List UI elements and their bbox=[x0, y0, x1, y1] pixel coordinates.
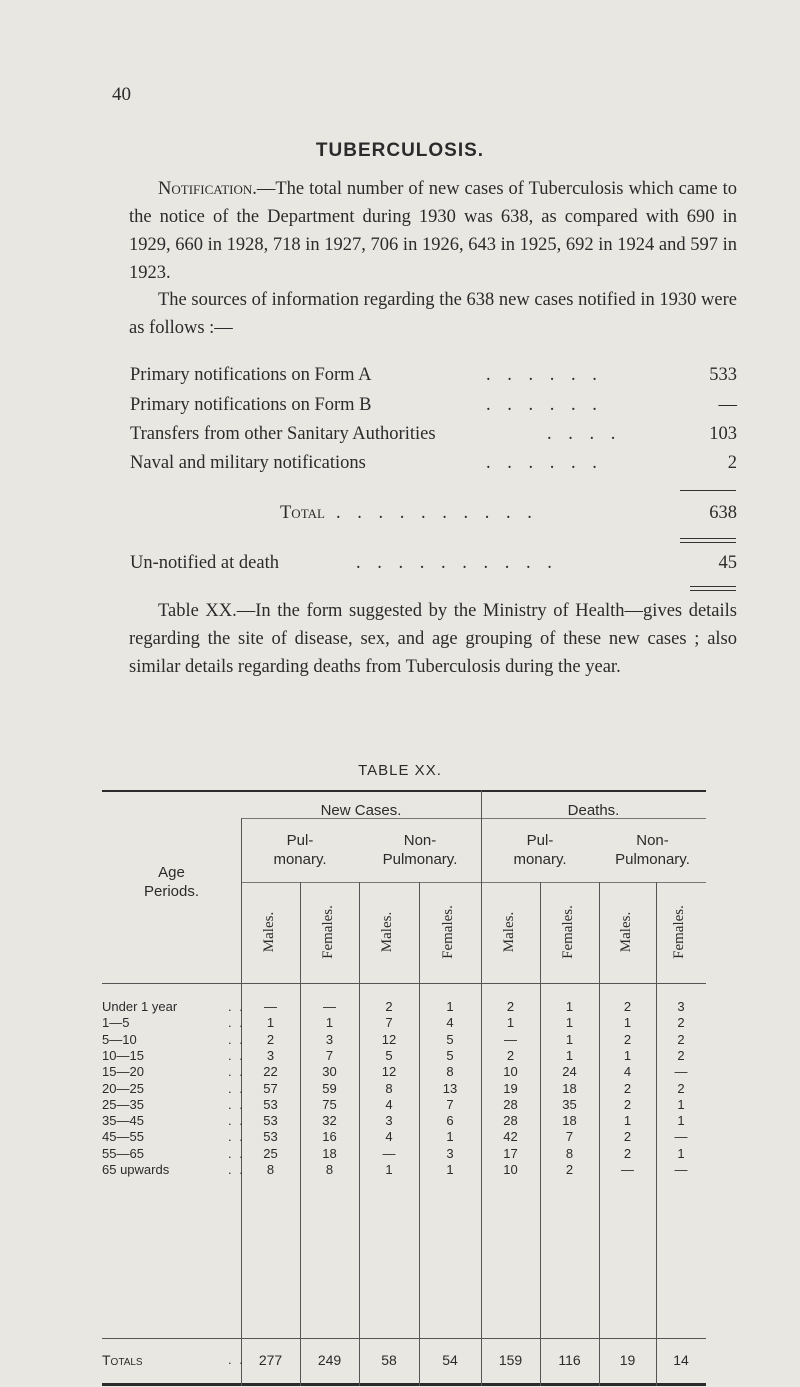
sub-header-line: Pul- bbox=[526, 832, 554, 849]
header-bottom-rule bbox=[102, 983, 706, 984]
table-cell: — bbox=[382, 1145, 396, 1161]
table-cell: 59 bbox=[322, 1080, 337, 1096]
table-cell: 2 bbox=[677, 1015, 685, 1031]
table-cell: 7 bbox=[385, 1015, 393, 1031]
table-cell: 1 bbox=[446, 999, 454, 1014]
table-cell: 32 bbox=[322, 1113, 337, 1129]
table-cell: 2 bbox=[623, 1129, 632, 1145]
table-cell: 2 bbox=[623, 1080, 632, 1096]
sub-header-line: Non- bbox=[636, 832, 669, 849]
table-cell: — bbox=[323, 999, 336, 1014]
table-bottom-rule bbox=[102, 1383, 706, 1386]
subgroup-rule bbox=[241, 882, 706, 883]
table-cell: 7 bbox=[325, 1047, 334, 1063]
table-cell: 3 bbox=[385, 1113, 393, 1129]
table-cell: 4 bbox=[623, 1064, 632, 1080]
table-cell: 4 bbox=[385, 1096, 393, 1112]
unnotified-double-rule-bottom bbox=[690, 590, 736, 591]
source-label: Primary notifications on Form B bbox=[130, 395, 372, 415]
table-cell: 53 bbox=[263, 1113, 278, 1129]
age-dots: . . bbox=[228, 1015, 245, 1031]
age-header-line2: Periods. bbox=[143, 883, 200, 900]
table-cell: 1 bbox=[506, 1015, 515, 1031]
table-cell: 18 bbox=[562, 1113, 577, 1129]
age-dots: . . bbox=[228, 1064, 245, 1080]
age-dots: . . bbox=[228, 1129, 245, 1145]
table-cell: 35 bbox=[562, 1096, 577, 1112]
source-value: — bbox=[718, 395, 737, 415]
totals-cell: 249 bbox=[317, 1352, 342, 1368]
page-title: TUBERCULOSIS. bbox=[315, 140, 485, 161]
table-cell: 2 bbox=[623, 1096, 632, 1112]
sex-header: Females. bbox=[559, 905, 576, 959]
column-rule bbox=[656, 882, 657, 1386]
sex-header: Males. bbox=[617, 911, 634, 953]
table-cell: 1 bbox=[623, 1113, 632, 1129]
age-period: 35—45 bbox=[102, 1113, 144, 1129]
table-cell: 25 bbox=[263, 1145, 278, 1161]
age-period: 1—5 bbox=[102, 1015, 130, 1031]
source-row bbox=[130, 453, 737, 481]
total-row bbox=[130, 503, 737, 531]
table-cell: 1 bbox=[565, 1031, 574, 1047]
table-cell: 1 bbox=[565, 999, 574, 1014]
age-period: 25—35 bbox=[102, 1096, 144, 1112]
source-label: Primary notifications on Form A bbox=[130, 365, 372, 385]
totals-cell: 277 bbox=[258, 1352, 283, 1368]
sex-header: Females. bbox=[440, 905, 456, 959]
table-cell: 10 bbox=[503, 1162, 518, 1177]
age-period: 65 upwards bbox=[102, 1162, 170, 1177]
totals-cell: 19 bbox=[619, 1352, 636, 1368]
total-rule bbox=[680, 490, 736, 491]
source-dots: . . . . . . bbox=[486, 395, 603, 415]
age-dots: . . bbox=[228, 1031, 245, 1047]
column-rule bbox=[419, 882, 420, 1386]
table-cell: 53 bbox=[263, 1096, 278, 1112]
table-cell: 2 bbox=[677, 1047, 685, 1063]
age-dots: . . bbox=[228, 1113, 245, 1129]
table-cell: 3 bbox=[446, 1145, 454, 1161]
totals-cell: 14 bbox=[673, 1352, 689, 1368]
sub-header bbox=[599, 831, 706, 869]
group-header: New Cases. bbox=[320, 802, 402, 819]
table-cell: 1 bbox=[446, 1162, 454, 1177]
table-cell: 22 bbox=[263, 1064, 278, 1080]
notification-paragraph bbox=[129, 175, 737, 287]
table-cell: 57 bbox=[263, 1080, 278, 1096]
table-cell: 2 bbox=[677, 1080, 685, 1096]
table-cell: 1 bbox=[325, 1015, 334, 1031]
age-period: 20—25 bbox=[102, 1080, 144, 1096]
table-cell: 1 bbox=[623, 1015, 632, 1031]
table-cell: 3 bbox=[266, 1047, 275, 1063]
table-cell: 2 bbox=[677, 1031, 685, 1047]
table-cell: 1 bbox=[565, 1047, 574, 1063]
sub-header-line: Non- bbox=[403, 832, 437, 849]
age-dots: . . bbox=[228, 1047, 245, 1063]
table-cell: 19 bbox=[503, 1080, 518, 1096]
table-cell: 28 bbox=[503, 1096, 518, 1112]
table-cell: 4 bbox=[446, 1015, 454, 1031]
table-cell: 2 bbox=[266, 1031, 275, 1047]
table-cell: 18 bbox=[322, 1145, 337, 1161]
table-intro-paragraph: Table XX.—In the form suggested by the Ministry of Health—gives details regarding the site of disease, sex, and age grouping of these new cases ; also similar details regarding deaths from Tuberculosis during the year. bbox=[129, 601, 737, 677]
sub-header bbox=[359, 831, 481, 869]
age-period: 45—55 bbox=[102, 1129, 144, 1145]
table-cell: 2 bbox=[506, 1047, 515, 1063]
group-header: Deaths. bbox=[567, 802, 620, 819]
totals-cell: 159 bbox=[498, 1352, 523, 1368]
sub-header-line: Pul- bbox=[286, 832, 314, 849]
table-cell: 30 bbox=[322, 1064, 337, 1080]
table-cell: — bbox=[264, 999, 277, 1014]
table-cell: — bbox=[504, 1031, 517, 1047]
source-label: Transfers from other Sanitary Authorities bbox=[130, 424, 436, 444]
totals-top-rule bbox=[102, 1338, 706, 1339]
table-cell: 28 bbox=[503, 1113, 518, 1129]
age-dots: . . bbox=[228, 1145, 245, 1161]
totals-dots: . . bbox=[228, 1352, 245, 1367]
age-dots: . . bbox=[228, 1080, 245, 1096]
table-cell: 1 bbox=[266, 1015, 275, 1031]
sex-header: Males. bbox=[260, 911, 277, 953]
totals-cell: 58 bbox=[381, 1352, 397, 1368]
table-cell: 2 bbox=[623, 1145, 632, 1161]
age-period: 5—10 bbox=[102, 1031, 137, 1047]
table-cell: 2 bbox=[623, 1031, 632, 1047]
age-period: 55—65 bbox=[102, 1145, 144, 1161]
tuberculosis-table bbox=[102, 790, 706, 1387]
table-cell: 53 bbox=[263, 1129, 278, 1145]
source-row bbox=[130, 365, 737, 393]
column-rule bbox=[359, 882, 360, 1386]
total-dots: . . . . . . . . . . bbox=[336, 503, 538, 523]
source-dots: . . . . bbox=[547, 424, 622, 444]
table-cell: — bbox=[674, 1064, 688, 1080]
table-cell: 4 bbox=[385, 1129, 393, 1145]
notification-lead: Notification. bbox=[158, 179, 257, 199]
table-cell: 2 bbox=[506, 999, 515, 1014]
table-cell: 8 bbox=[565, 1145, 574, 1161]
table-cell: 8 bbox=[446, 1064, 454, 1080]
table-cell: 1 bbox=[565, 1015, 574, 1031]
table-cell: 5 bbox=[446, 1031, 454, 1047]
table-cell: 8 bbox=[385, 1080, 393, 1096]
unnotified-row bbox=[130, 553, 737, 581]
table-cell: 3 bbox=[325, 1031, 334, 1047]
unnotified-double-rule-top bbox=[690, 586, 736, 587]
table-cell: — bbox=[621, 1162, 634, 1177]
sub-header-line: Pulmonary. bbox=[382, 851, 458, 868]
age-periods-header bbox=[102, 863, 241, 901]
table-cell: 3 bbox=[677, 999, 685, 1014]
table-cell: 75 bbox=[322, 1096, 337, 1112]
table-cell: 5 bbox=[385, 1047, 393, 1063]
table-cell: 1 bbox=[677, 1096, 685, 1112]
table-cell: 7 bbox=[565, 1129, 574, 1145]
sex-header: Males. bbox=[500, 911, 517, 953]
table-cell: — bbox=[674, 1162, 688, 1177]
table-cell: 13 bbox=[442, 1080, 458, 1096]
sub-header-line: Pulmonary. bbox=[615, 851, 690, 868]
table-cell: 8 bbox=[266, 1162, 275, 1177]
table-cell: 1 bbox=[446, 1129, 454, 1145]
table-cell: 1 bbox=[385, 1162, 393, 1177]
table-cell: 2 bbox=[385, 999, 393, 1014]
sub-header-line: monary. bbox=[513, 851, 567, 868]
source-value: 2 bbox=[727, 453, 737, 473]
table-title: TABLE XX. bbox=[358, 762, 442, 779]
table-cell: 18 bbox=[562, 1080, 577, 1096]
total-value: 638 bbox=[709, 503, 737, 523]
age-period: 15—20 bbox=[102, 1064, 144, 1080]
sub-header bbox=[241, 831, 359, 869]
table-cell: 16 bbox=[322, 1129, 337, 1145]
table-cell: 17 bbox=[503, 1145, 518, 1161]
table-cell: 12 bbox=[381, 1064, 397, 1080]
totals-cell: 54 bbox=[442, 1352, 458, 1368]
source-label: Naval and military notifications bbox=[130, 453, 366, 473]
sub-header-line: monary. bbox=[273, 851, 327, 868]
age-header-line1: Age bbox=[158, 864, 185, 881]
unnotified-value: 45 bbox=[718, 553, 737, 573]
table-cell: 12 bbox=[381, 1031, 397, 1047]
table-cell: 42 bbox=[503, 1129, 518, 1145]
total-label: Total bbox=[280, 503, 325, 523]
table-cell: 8 bbox=[325, 1162, 334, 1177]
source-row bbox=[130, 424, 737, 452]
unnotified-dots: . . . . . . . . . . bbox=[356, 553, 558, 573]
age-dots: . . bbox=[228, 1096, 245, 1112]
sex-header: Males. bbox=[379, 911, 395, 953]
table-cell: 1 bbox=[677, 1113, 685, 1129]
source-dots: . . . . . . bbox=[486, 365, 603, 385]
column-rule bbox=[481, 790, 482, 1386]
total-double-rule-bottom bbox=[680, 542, 736, 543]
column-rule bbox=[540, 882, 541, 1386]
table-cell: 10 bbox=[503, 1064, 518, 1080]
table-cell: — bbox=[674, 1129, 688, 1145]
sex-header: Females. bbox=[319, 905, 336, 959]
age-period: 10—15 bbox=[102, 1047, 144, 1063]
source-dots: . . . . . . bbox=[486, 453, 603, 473]
age-dots: . . bbox=[228, 1162, 245, 1177]
unnotified-label: Un-notified at death bbox=[130, 553, 279, 573]
notification-text: —The total number of new cases of Tuberculosis which came to the notice of the Department during 1930 was 638, as compared with 690 in 1929, 660 in 1928, 718 in 1927, 706 in 1926, 643 in 1925, 692 in 1924 and 597 in 1923. bbox=[129, 179, 737, 283]
age-dots: . . bbox=[228, 999, 245, 1014]
sex-header: Females. bbox=[671, 905, 687, 959]
table-cell: 7 bbox=[446, 1096, 454, 1112]
table-cell: 5 bbox=[446, 1047, 454, 1063]
sources-intro: The sources of information regarding the 638 new cases notified in 1930 were as follows :— bbox=[129, 290, 737, 338]
table-cell: 1 bbox=[677, 1145, 685, 1161]
table-cell: 6 bbox=[446, 1113, 454, 1129]
totals-cell: 116 bbox=[558, 1352, 581, 1368]
source-value: 103 bbox=[709, 424, 737, 444]
source-row bbox=[130, 395, 737, 423]
table-cell: 1 bbox=[623, 1047, 632, 1063]
source-value: 533 bbox=[709, 365, 737, 385]
total-double-rule-top bbox=[680, 538, 736, 539]
page-number: 40 bbox=[112, 84, 131, 105]
table-cell: 2 bbox=[565, 1162, 574, 1177]
column-rule bbox=[599, 882, 600, 1386]
totals-label: Totals bbox=[102, 1352, 143, 1368]
column-rule bbox=[300, 882, 301, 1386]
table-cell: 2 bbox=[623, 999, 632, 1014]
table-cell: 24 bbox=[562, 1064, 577, 1080]
age-period: Under 1 year bbox=[102, 999, 178, 1014]
sub-header bbox=[481, 831, 599, 869]
